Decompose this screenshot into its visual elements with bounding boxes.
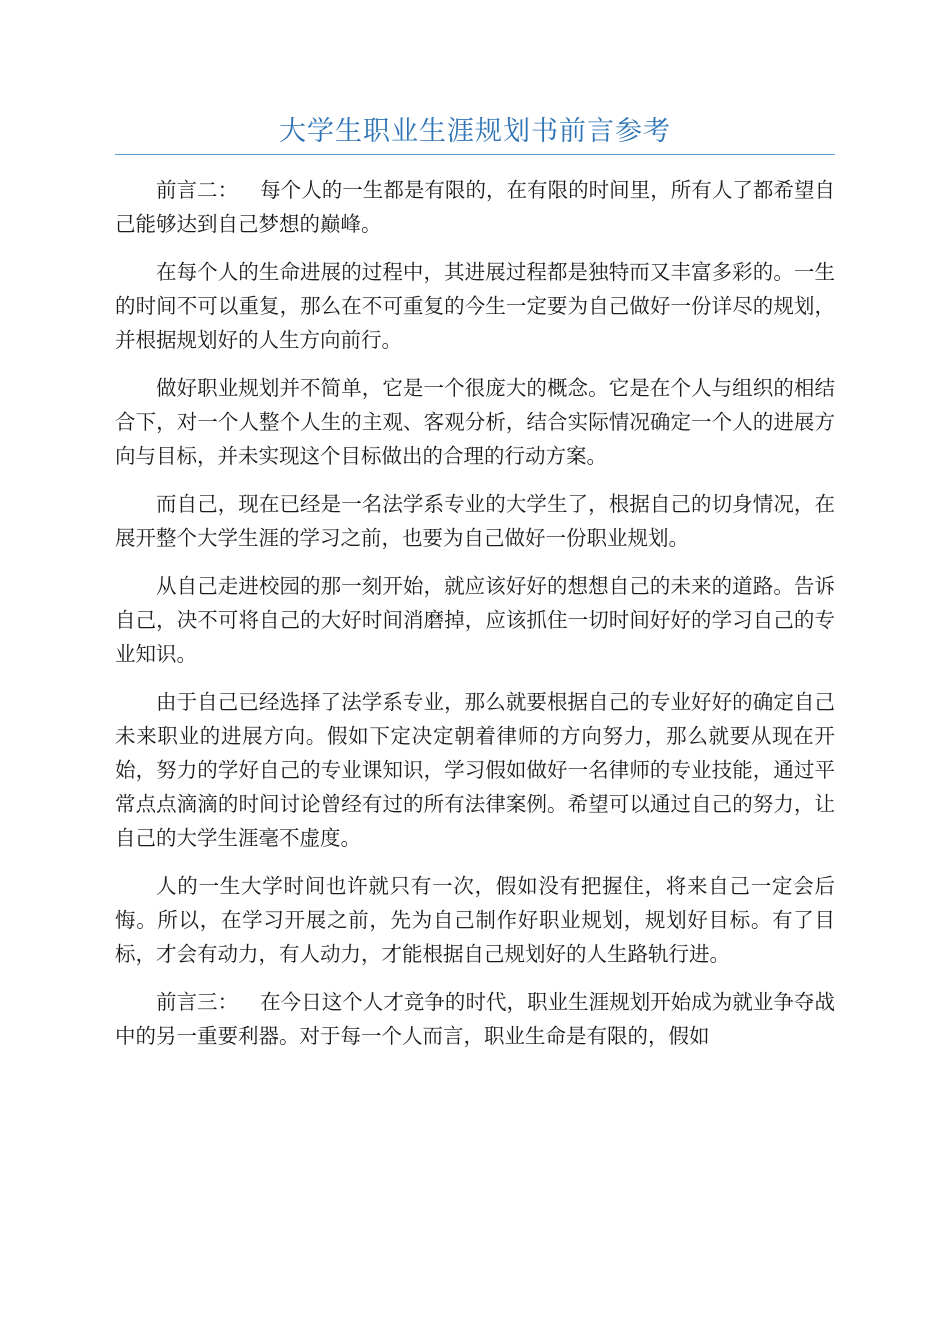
paragraph — [115, 487, 835, 555]
paragraph-label: 前言二： — [156, 178, 239, 202]
paragraph-text: 由于自己已经选择了法学系专业，那么就要根据自己的专业好好的确定自己未来职业的进展方向。假如下定决定朝着律师的方向努力，那么就要从现在开始，努力的学好自己的专业课知识，学习假如做好一名律师的专业技能，通过平常点点滴滴的时间讨论曾经有过的所有法律案例。希望可以通过自己的努力，让自己的大学生涯毫不虚度。 — [115, 690, 835, 850]
paragraph-text: 在每个人的生命进展的过程中，其进展过程都是独特而又丰富多彩的。一生的时间不可以重复，那么在不可重复的今生一定要为自己做好一份详尽的规划，并根据规划好的人生方向前行。 — [115, 260, 835, 352]
paragraph — [115, 371, 835, 473]
paragraph-label: 前言三： — [156, 990, 239, 1014]
document-title: 大学生职业生涯规划书前言参考 — [279, 116, 671, 147]
document-body — [115, 173, 835, 1067]
paragraph-text: 而自己，现在已经是一名法学系专业的大学生了，根据自己的切身情况，在展开整个大学生涯的学习之前，也要为自己做好一份职业规划。 — [115, 492, 835, 550]
paragraph-text: 在今日这个人才竞争的时代，职业生涯规划开始成为就业争夺战中的另一重要利器。对于每一个人而言，职业生命是有限的，假如 — [115, 990, 835, 1048]
paragraph-text: 从自己走进校园的那一刻开始，就应该好好的想想自己的未来的道路。告诉自己，决不可将自己的大好时间消磨掉，应该抓住一切时间好好的学习自己的专业知识。 — [115, 574, 835, 666]
paragraph — [115, 255, 835, 357]
title-underline — [115, 154, 835, 155]
paragraph — [115, 869, 835, 971]
paragraph — [115, 173, 835, 241]
paragraph-text: 每个人的一生都是有限的，在有限的时间里，所有人了都希望自己能够达到自己梦想的巅峰。 — [115, 178, 835, 236]
paragraph-text: 人的一生大学时间也许就只有一次，假如没有把握住，将来自己一定会后悔。所以，在学习开展之前，先为自己制作好职业规划，规划好目标。有了目标，才会有动力，有人动力，才能根据自己规划好的人生路轨行进。 — [115, 874, 835, 966]
paragraph — [115, 685, 835, 855]
paragraph — [115, 569, 835, 671]
paragraph — [115, 985, 835, 1053]
paragraph-text: 做好职业规划并不简单，它是一个很庞大的概念。它是在个人与组织的相结合下，对一个人整个人生的主观、客观分析，结合实际情况确定一个人的进展方向与目标，并未实现这个目标做出的合理的行动方案。 — [115, 376, 835, 468]
